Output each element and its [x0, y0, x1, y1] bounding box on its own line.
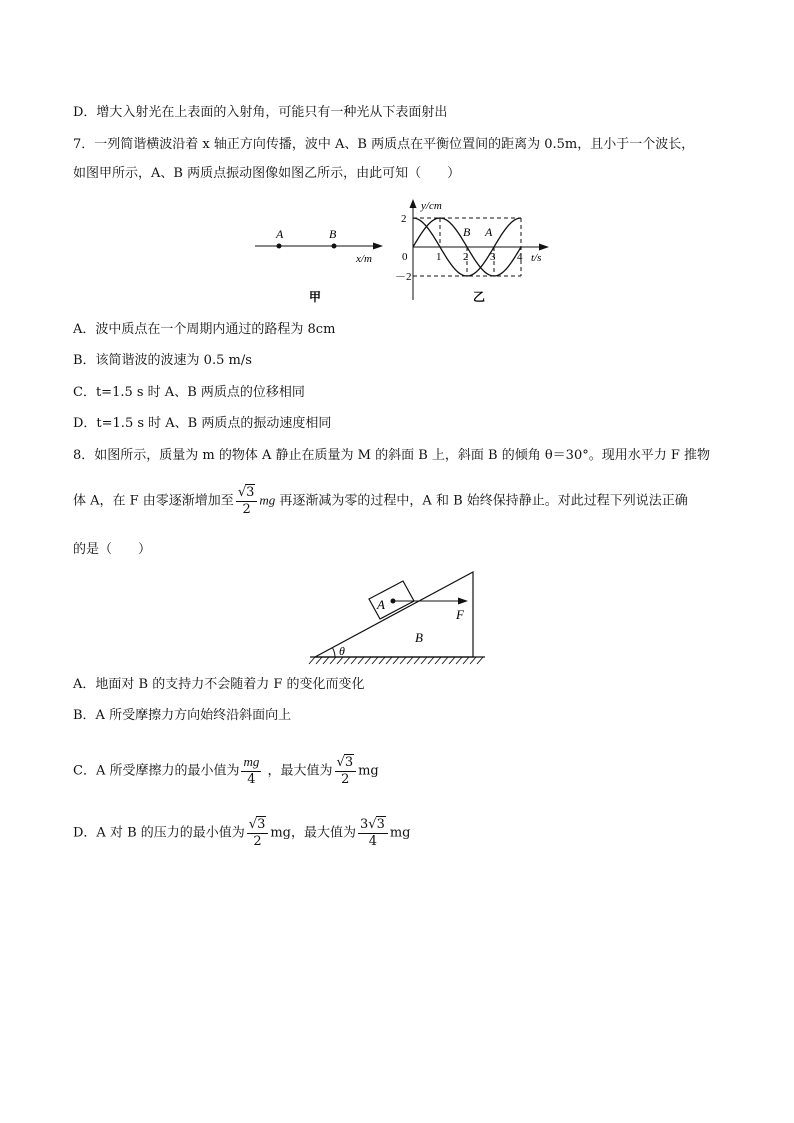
ground-hatch-line	[470, 657, 476, 664]
ground-hatch-line	[428, 657, 434, 664]
ground-hatch-line	[414, 657, 420, 664]
ground-hatch-line	[386, 657, 392, 664]
ground-hatch-line	[407, 657, 413, 664]
ground-hatch-line	[449, 657, 455, 664]
ground-hatch-line	[358, 657, 364, 664]
ground-hatch-line	[316, 657, 322, 664]
q8-option-a: A．地面对 B 的支持力不会随着力 F 的变化而变化	[73, 677, 365, 692]
ground-hatch-line	[365, 657, 371, 664]
ground-hatch-line	[337, 657, 343, 664]
ground-hatch-line	[309, 657, 315, 664]
fraction-sqrt3-over-2-mg: $\frac{√3}{2}$	[236, 484, 258, 518]
angle-theta-label: θ	[339, 644, 345, 658]
ground-hatch-line	[421, 657, 427, 664]
q7-figure-yi-chart	[393, 198, 563, 310]
q8-option-d-mid: mg，最大值为	[270, 825, 356, 841]
q8-option-c-post: mg	[358, 763, 379, 779]
curve-label-a: A	[485, 225, 493, 239]
origin-tick: 0	[402, 251, 408, 263]
q8-option-c-pre: C．A 所受摩擦力的最小值为	[73, 763, 240, 779]
force-f-label: F	[456, 607, 464, 622]
q8-option-c	[73, 754, 379, 788]
q8-option-d-pre: D．A 对 B 的压力的最小值为	[73, 825, 245, 841]
t-axis-label: t/s	[531, 252, 542, 264]
ground-hatch-line	[477, 657, 483, 664]
q6-option-d: D．增大入射光在上表面的入射角，可能只有一种光从下表面射出	[73, 105, 448, 120]
q7-option-c: C．t=1.5 s 时 A、B 两质点的位移相同	[73, 385, 305, 400]
ground-hatch-line	[463, 657, 469, 664]
point-b-label: B	[329, 227, 337, 241]
caption-yi: 乙	[473, 290, 486, 304]
q7-stem-line2: 如图甲所示，A、B 两质点振动图像如图乙所示，由此可知（ ）	[73, 166, 461, 181]
q8-option-d-post: mg	[389, 825, 411, 841]
ground-hatch-line	[323, 657, 329, 664]
t-tick-3: 3	[490, 251, 496, 263]
q8-option-b: B．A 所受摩擦力方向始终沿斜面向上	[73, 708, 292, 723]
ground-hatch-line	[351, 657, 357, 664]
y-axis-label: y/cm	[421, 200, 442, 212]
t-tick-2: 2	[463, 251, 469, 263]
t-tick-1: 1	[436, 251, 442, 263]
x-axis-label: x/m	[356, 253, 372, 265]
fraction-sqrt3-over-2: $\frac{√3}{2}$	[247, 816, 269, 850]
q8-stem-line3: 的是（ ）	[73, 542, 152, 557]
ground-hatch-line	[379, 657, 385, 664]
ground-hatch-line	[400, 657, 406, 664]
q7-stem-line1: 7．一列简谐横波沿着 x 轴正方向传播，波中 A、B 两质点在平衡位置间的距离为 0.5m，且小于一个波长，	[73, 137, 695, 152]
q8-stem-line1: 8．如图所示，质量为 m 的物体 A 静止在质量为 M 的斜面 B 上，斜面 B 的倾角 θ＝30°。现用水平力 F 推物	[73, 448, 711, 463]
q8-stem-line2-pre: 体 A，在 F 由零逐渐增加至	[73, 493, 234, 509]
q8-option-c-mid: ，最大值为	[267, 763, 333, 779]
ground-hatch-line	[442, 657, 448, 664]
fraction-3sqrt3-over-4: $\frac{3√3}{4}$	[358, 816, 388, 850]
ground-hatch-line	[393, 657, 399, 664]
q7-option-a: A．波中质点在一个周期内通过的路程为 8cm	[73, 322, 336, 337]
point-b-dot	[332, 244, 337, 249]
ground-hatch-line	[344, 657, 350, 664]
ground-hatch-line	[456, 657, 462, 664]
q7-figure-jia	[255, 222, 395, 312]
q8-incline-figure	[305, 568, 495, 668]
y-tick-bottom: －2	[395, 271, 412, 283]
ground-hatch-line	[372, 657, 378, 664]
point-a-dot	[277, 244, 282, 249]
ground-hatch-line	[330, 657, 336, 664]
q8-stem-line2: 体 A，在 F 由零逐渐增加至 $\frac{√3}{2}$ mg 再逐渐减为零的过程中，A 和 B 始终保持静止。对此过程下列说法正确	[73, 485, 688, 517]
fraction-sqrt3-over-2: $\frac{√3}{2}$	[335, 754, 357, 788]
q7-option-d: D．t=1.5 s 时 A、B 两质点的振动速度相同	[73, 416, 332, 431]
ground-hatch-line	[435, 657, 441, 664]
t-tick-4: 4	[517, 251, 523, 263]
curve-label-b: B	[463, 225, 471, 239]
q8-option-d	[73, 816, 411, 850]
q8-stem-line2-post: 再逐渐减为零的过程中，A 和 B 始终保持静止。对此过程下列说法正确	[279, 493, 688, 509]
y-tick-top: 2	[401, 213, 407, 225]
q7-option-b: B．该简谐波的波速为 0.5 m/s	[73, 353, 252, 368]
block-a-label: A	[377, 597, 385, 612]
caption-jia: 甲	[309, 290, 322, 304]
point-a-label: A	[276, 227, 284, 241]
wedge-b-label: B	[415, 630, 423, 645]
fraction-mg-over-4: $\frac{mg}{4}$	[243, 754, 260, 787]
